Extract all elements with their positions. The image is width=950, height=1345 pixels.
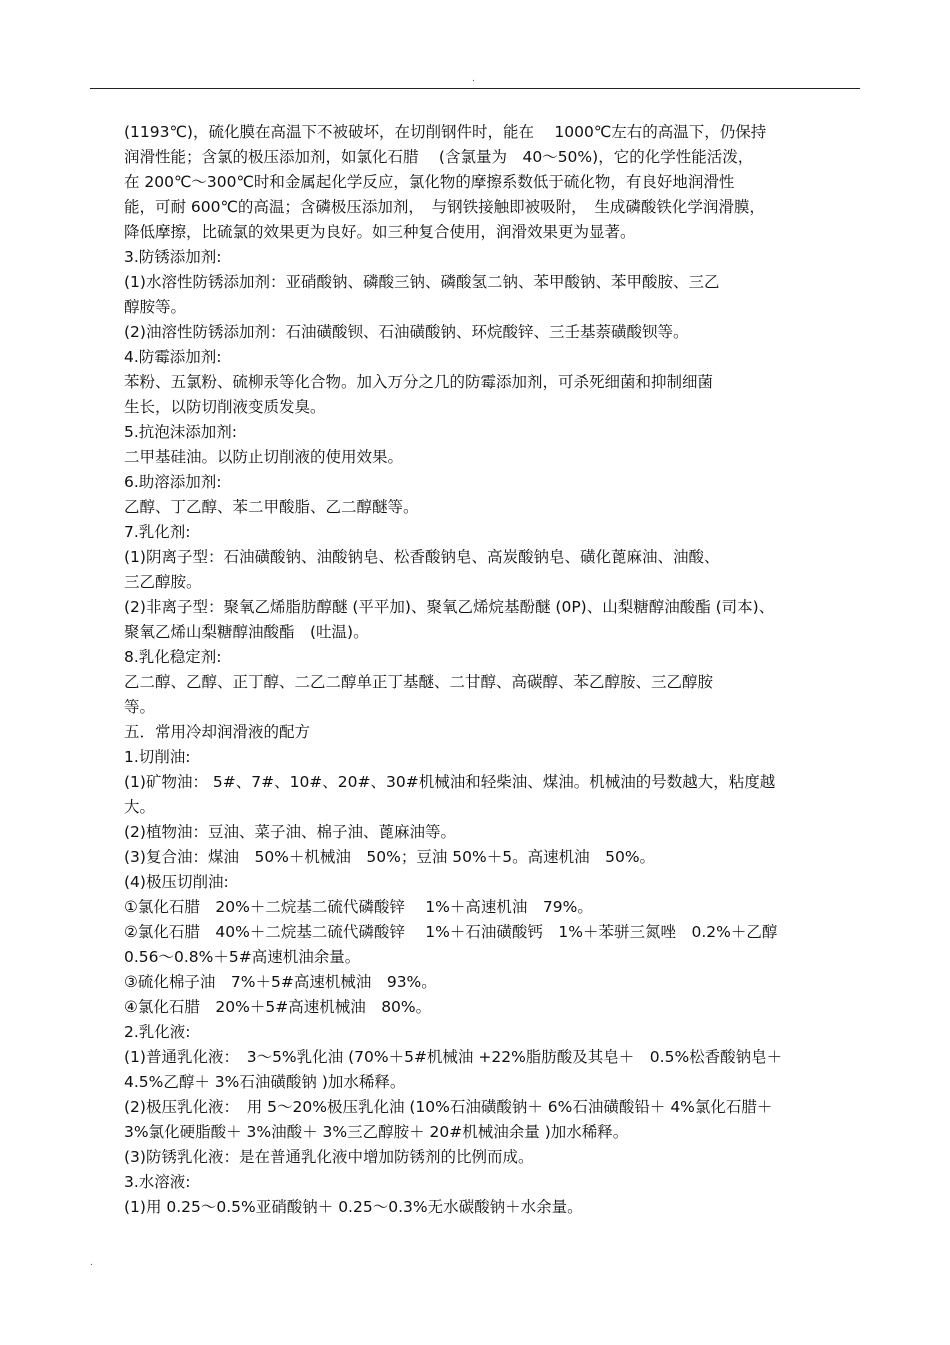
text-line: 乙醇、丁乙醇、苯二甲酸脂、乙二醇醚等。 [124, 498, 419, 516]
text-line: 能，可耐 600℃的高温；含磷极压添加剂， 与钢铁接触即被吸附， 生成磷酸铁化学润滑膜， [124, 198, 765, 216]
document-body [124, 120, 864, 1220]
section-heading: 7.乳化剂: [124, 523, 191, 541]
text-line: (1)用 0.25～0.5%亚硝酸钠＋ 0.25～0.3%无水碳酸钠＋水余量。 [124, 1198, 583, 1216]
text-line: 4.5%乙醇＋ 3%石油磺酸钠 )加水稀释。 [124, 1073, 406, 1091]
section-heading: 6.助溶添加剂: [124, 473, 222, 491]
section-heading: 1.切削油: [124, 748, 191, 766]
section-heading: 3.水溶液: [124, 1173, 191, 1191]
footer-mark: . [90, 1258, 93, 1268]
section-heading: 5.抗泡沫添加剂: [124, 423, 238, 441]
text-line: (1193℃)，硫化膜在高温下不被破坏，在切削钢件时，能在 1000℃左右的高温下，仍保持 [124, 123, 767, 141]
text-line: 苯粉、五氯粉、硫柳汞等化合物。加入万分之几的防霉添加剂，可杀死细菌和抑制细菌 [124, 373, 714, 391]
text-line: 0.56～0.8%＋5#高速机油余量。 [124, 948, 361, 966]
text-line: (1)矿物油： 5#、7#、10#、20#、30#机械油和轻柴油、煤油。机械油的号数越大，粘度越 [124, 773, 776, 791]
header-mark: . [472, 74, 475, 84]
text-line: (1)普通乳化液： 3～5%乳化油 (70%＋5#机械油 +22%脂肪酸及其皂＋ 0.5%松香酸钠皂＋ [124, 1048, 783, 1066]
text-line: 三乙醇胺。 [124, 573, 202, 591]
text-line: 生长，以防切削液变质发臭。 [124, 398, 326, 416]
section-heading: 2.乳化液: [124, 1023, 191, 1041]
text-line: 降低摩擦，比硫氯的效果更为良好。如三种复合使用，润滑效果更为显著。 [124, 223, 636, 241]
text-line: (1)水溶性防锈添加剂：亚硝酸钠、磷酸三钠、磷酸氢二钠、苯甲酸钠、苯甲酸胺、三乙 [124, 273, 720, 291]
text-line: 大。 [124, 798, 156, 816]
text-line: 等。 [124, 698, 156, 716]
text-line: (2)油溶性防锈添加剂：石油磺酸钡、石油磺酸钠、环烷酸锌、三壬基萘磺酸钡等。 [124, 323, 689, 341]
text-line: 醇胺等。 [124, 298, 187, 316]
section-heading: 8.乳化稳定剂: [124, 648, 222, 666]
text-line: (4)极压切削油: [124, 873, 229, 891]
text-line: ①氯化石腊 20%＋二烷基二硫代磷酸锌 1%＋高速机油 79%。 [124, 898, 593, 916]
section-heading: 3.防锈添加剂: [124, 248, 222, 266]
section-heading: 4.防霉添加剂: [124, 348, 222, 366]
text-line: ②氯化石腊 40%＋二烷基二硫代磷酸锌 1%＋石油磺酸钙 1%＋苯骈三氮唑 0.2%＋乙醇 [124, 923, 778, 941]
text-line: 润滑性能；含氯的极压添加剂，如氯化石腊 (含氯量为 40～50%)，它的化学性能活泼， [124, 148, 754, 166]
text-line: 3%氯化硬脂酸＋ 3%油酸＋ 3%三乙醇胺＋ 20#机械油余量 )加水稀释。 [124, 1123, 629, 1141]
text-line: (2)极压乳化液： 用 5～20%极压乳化油 (10%石油磺酸钠＋ 6%石油磺酸铅＋ 4%氯化石腊＋ [124, 1098, 773, 1116]
text-line: 在 200℃～300℃时和金属起化学反应，氯化物的摩擦系数低于硫化物，有良好地润滑性 [124, 173, 735, 191]
text-line: (3)防锈乳化液：是在普通乳化液中增加防锈剂的比例而成。 [124, 1148, 534, 1166]
text-line: ④氯化石腊 20%＋5#高速机械油 80%。 [124, 998, 432, 1016]
text-line: (2)植物油：豆油、菜子油、棉子油、蓖麻油等。 [124, 823, 456, 841]
text-line: (1)阴离子型：石油磺酸钠、油酸钠皂、松香酸钠皂、高炭酸钠皂、磺化蓖麻油、油酸、 [124, 548, 720, 566]
text-line: (2)非离子型：聚氧乙烯脂肪醇醚 (平平加)、聚氧乙烯烷基酚醚 (0P)、山梨糖醇油酸酯 (司本)、 [124, 598, 775, 616]
text-line: ③硫化棉子油 7%＋5#高速机械油 93%。 [124, 973, 437, 991]
chapter-heading: 五．常用冷却润滑液的配方 [124, 723, 311, 741]
text-line: 聚氧乙烯山梨糖醇油酸酯 (吐温)。 [124, 623, 369, 641]
text-line: 二甲基硅油。以防止切削液的使用效果。 [124, 448, 404, 466]
header-rule [90, 88, 860, 89]
text-line: 乙二醇、乙醇、正丁醇、二乙二醇单正丁基醚、二甘醇、高碳醇、苯乙醇胺、三乙醇胺 [124, 673, 714, 691]
text-line: (3)复合油：煤油 50%＋机械油 50%；豆油 50%＋5。高速机油 50%。 [124, 848, 656, 866]
